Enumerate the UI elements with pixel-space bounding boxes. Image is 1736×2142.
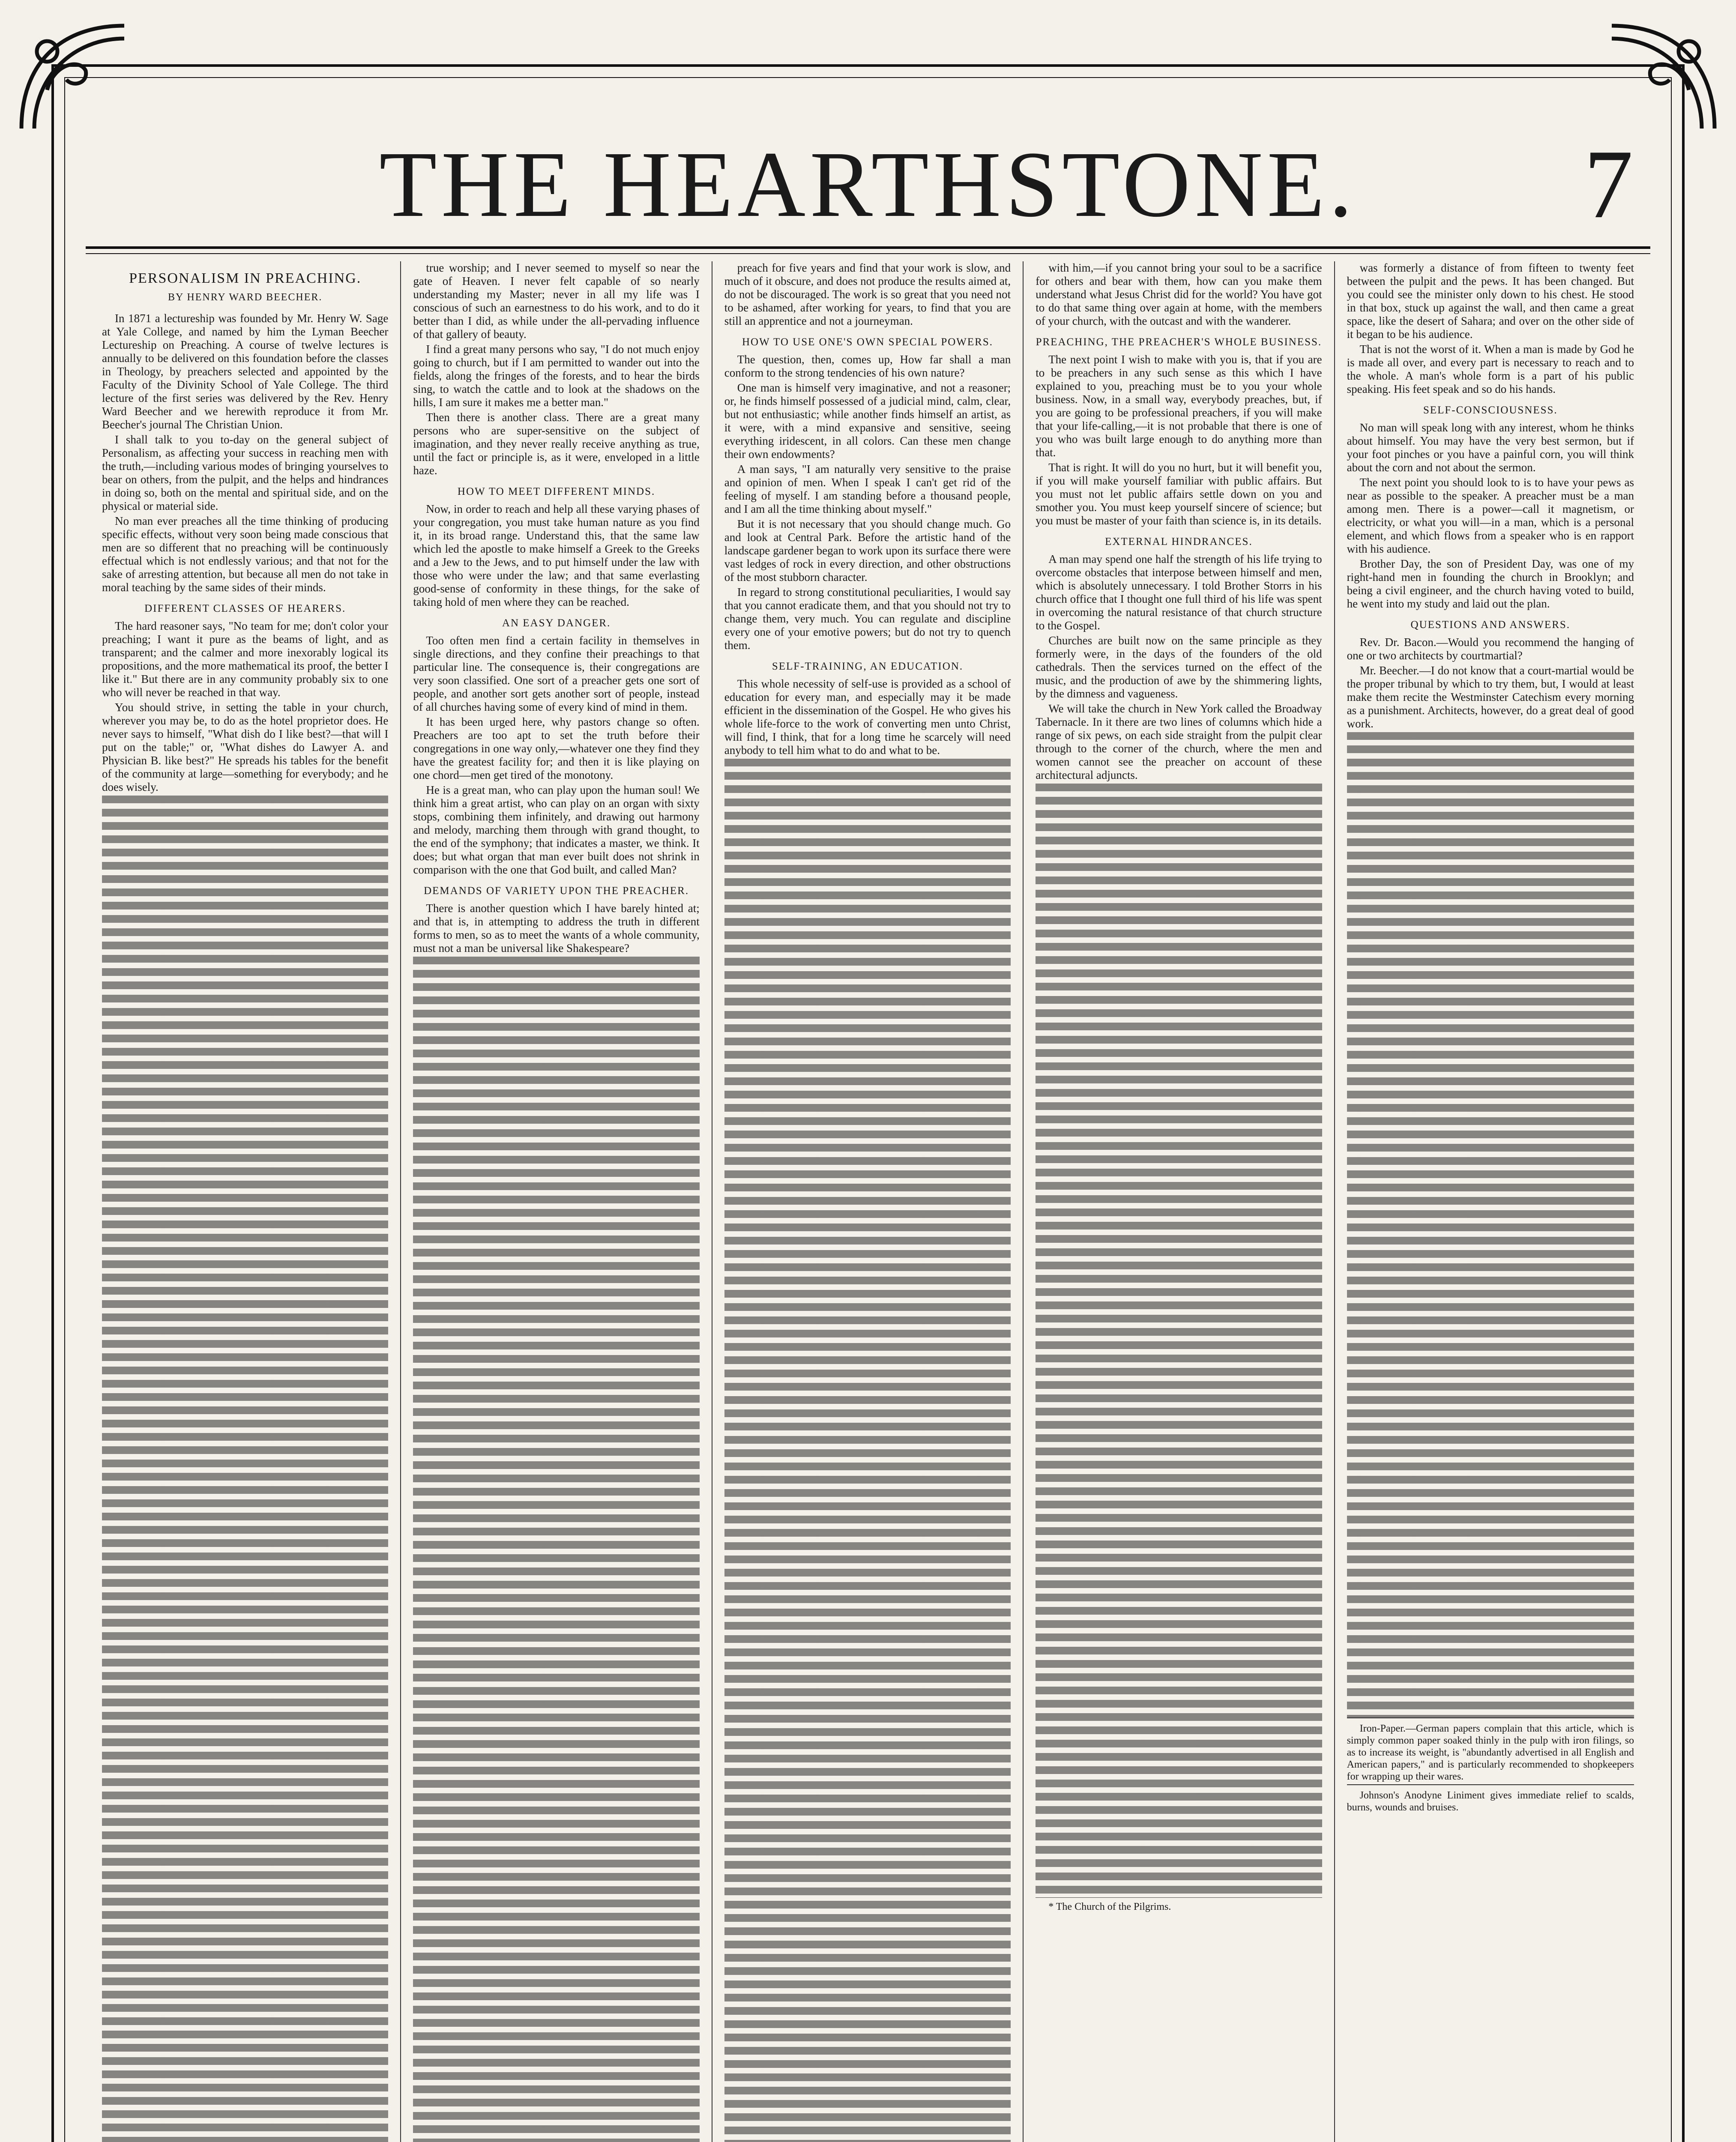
section-subhead: PREACHING, THE PREACHER'S WHOLE BUSINESS. xyxy=(1036,336,1322,348)
section-subhead: AN EASY DANGER. xyxy=(502,617,611,629)
paragraph: A man may spend one half the strength of his life trying to overcome obstacles that interpose between himself and men, which is absolutely unnecessary. I told Brother Storrs in his church office that I thought one full third of his life was spent in overcoming the natural resistance of that church structure to the Gospel. xyxy=(1036,553,1322,632)
masthead-rule xyxy=(86,246,1650,254)
corner-ornament-top-right xyxy=(1599,13,1727,141)
column-4 xyxy=(1024,261,1335,2142)
paragraph: In 1871 a lectureship was founded by Mr. Henry W. Sage at Yale College, and named by him the Lyman Beecher Lectureship on Preaching. A course of twelve lectures is annually to be delivered on this foundation before the classes in Theology, by preachers selected and appointed by the Faculty of the Divinity School of Yale College. The third lecture of the first series was delivered by the Rev. Henry Ward Beecher and we herewith reproduce it from Mr. Beecher's journal The Christian Union. xyxy=(102,312,389,431)
paragraph: The next point you should look to is to have your pews as near as possible to the speaker. A preacher must be a man among men. There is a power—call it magnetism, or electricity, or what you will—in a man, which is a personal element, and which flows from a speaker who is en rapport with his audience. xyxy=(1347,476,1634,555)
paragraph: He is a great man, who can play upon the human soul! We think him a great artist, who can play on an organ with sixty stops, combining them infinitely, and drawing out harmony and melody, marching them through with grand thought, to the end of the symphony; that indicates a master, we think. It does; but what organ that man ever built does not shrink in comparison with the one that God built, and called Man? xyxy=(413,784,700,876)
paragraph: No man will speak long with any interest, whom he thinks about himself. You may have the very best sermon, but if your foot pinches or you have a painful corn, you will think about the corn and not about the sermon. xyxy=(1347,421,1634,474)
paragraph: This whole necessity of self-use is provided as a school of education for every man, and especially may it be made efficient in the dissemination of the Gospel. He who gives his whole life-force to the work of converting men unto Christ, will find, I think, that for a long time he scarcely will need anybody to tell him what to do and what to be. xyxy=(724,677,1011,757)
paragraph: Brother Day, the son of President Day, was one of my right-hand men in founding the church in Brooklyn; and being a civil engineer, and the church having voted to build, he went into my study and laid out the plan. xyxy=(1347,557,1634,610)
section-subhead: DIFFERENT CLASSES OF HEARERS. xyxy=(144,603,346,614)
paragraph: I shall talk to you to-day on the general subject of Personalism, as affecting your success in reaching men with the truth,—including various modes of bringing yourselves to bear on others, from the pulpit, and the helps and hindrances in doing so, both on the mental and spiritual side, and on the physical or material side. xyxy=(102,433,389,512)
corner-ornament-top-left xyxy=(9,13,137,141)
paragraph: The question, then, comes up, How far shall a man conform to the strong tendencies of his own nature? xyxy=(724,353,1011,379)
section-subhead: SELF-CONSCIOUSNESS. xyxy=(1423,404,1558,416)
page-number: 7 xyxy=(1584,129,1633,239)
masthead-title: THE HEARTHSTONE. xyxy=(379,132,1357,236)
column-1 xyxy=(90,261,401,2142)
paragraph: was formerly a distance of from fifteen to twenty feet between the pulpit and the pews. It has been changed. But you could see the minister only down to his chest. He stood in that box, stuck up against the wall, and then came a great space, like the desert of Sahara; and over on the other side of it began to be his audience. xyxy=(1347,261,1634,341)
paragraph: preach for five years and find that your work is slow, and much of it obscure, and does not produce the results aimed at, do not be discouraged. The work is so great that you need not to be ashamed, after working for years, to find that you are still an apprentice and not a journeyman. xyxy=(724,261,1011,327)
paragraph: But it is not necessary that you should change much. Go and look at Central Park. Before the artistic hand of the landscape gardener began to work upon its surface there were vast ledges of rock in every direction, and other obstructions of the most stubborn character. xyxy=(724,518,1011,583)
column-3 xyxy=(712,261,1024,2142)
section-subhead: DEMANDS OF VARIETY UPON THE PREACHER. xyxy=(424,885,689,897)
section-subhead: QUESTIONS AND ANSWERS. xyxy=(1410,619,1571,631)
section-subhead: SELF-TRAINING, AN EDUCATION. xyxy=(772,661,964,672)
paragraph: Then there is another class. There are a great many persons who are super-sensitive on the subject of imagination, and they never really receive anything as true, until the fact or principle is, as it were, enveloped in a little haze. xyxy=(413,411,700,477)
continued-text-block xyxy=(413,957,699,2142)
paragraph: Too often men find a certain facility in themselves in single directions, and they confine their preachings to that particular line. The consequence is, their congregations are very soon classified. One sort of a preacher gets one sort of people, and another sort gets another sort of people, instead of all churches having some of every kind of mind in them. xyxy=(413,634,700,713)
paragraph: We will take the church in New York called the Broadway Tabernacle. In it there are two lines of columns which hide a range of six pews, on each side straight from the pulpit clear through to the corner of the church, where the men and women cannot see the preacher on account of these architectural adjuncts. xyxy=(1036,702,1322,781)
section-subhead: EXTERNAL HINDRANCES. xyxy=(1105,536,1253,547)
paragraph: No man ever preaches all the time thinking of producing specific effects, without very soon being made conscious that men are so different that no preaching will be continuously effectual which is not endlessly various; and that not for the sake of arresting attention, but because all men do not take in moral teaching by the same sides of their minds. xyxy=(102,515,389,594)
article-title: PERSONALISM IN PREACHING. xyxy=(129,270,362,286)
column-2 xyxy=(401,261,712,2142)
notice-liniment: Johnson's Anodyne Liniment gives immediate relief to scalds, burns, wounds and bruises. xyxy=(1347,1784,1634,1813)
article-byline: BY HENRY WARD BEECHER. xyxy=(168,292,323,303)
paragraph: The next point I wish to make with you is, that if you are to be preachers in any such sense as this which I have explained to you, preaching must be to you your whole business. Now, in a small way, everybody preaches, but, if you are going to be professional preachers, if you will make that your life-calling,—it is not probable that there is one of you who was built large enough to do anything more than that. xyxy=(1036,353,1322,459)
paragraph: It has been urged here, why pastors change so often. Preachers are too apt to set the truth before their congregations in one way only,—whatever one they find they have the greatest facility for; and then it is like playing on one chord—men get tired of the monotony. xyxy=(413,715,700,781)
paragraph: One man is himself very imaginative, and not a reasoner; or, he finds himself possessed of a judicial mind, calm, clear, but not enthusiastic; while another finds himself an artist, as it were, with a mind expansive and sensitive, seeing everything iridescent, in all colors. Can these men change their own endowments? xyxy=(724,381,1011,461)
footnote: * The Church of the Pilgrims. xyxy=(1036,1897,1322,1914)
paragraph: with him,—if you cannot bring your soul to be a sacrifice for others and bear with them, how can you make them understand what Jesus Christ did for the world? You have got to do that same thing over again at home, with the members of your church, with the outcast and with the wanderer. xyxy=(1036,261,1322,327)
article-columns xyxy=(90,261,1646,2142)
paragraph: A man says, "I am naturally very sensitive to the praise and opinion of men. When I speak I can't get rid of the feeling of myself. I am standing before a thousand people, and I am all the time thinking about myself." xyxy=(724,463,1011,515)
paragraph: Mr. Beecher.—I do not know that a court-martial would be the proper tribunal by which to try them, but, I would at least make them recite the Westminster Catechism every morning as a punishment. Architects, however, do a great deal of good work. xyxy=(1347,664,1634,730)
paragraph: Rev. Dr. Bacon.—Would you recommend the hanging of one or two architects by courtmartial? xyxy=(1347,636,1634,662)
paragraph: I find a great many persons who say, "I do not much enjoy going to church, but if I am permitted to wander out into the fields, along the fringes of the forests, and to hear the birds sing, to watch the cattle and to look at the shadows on the hills, I am sure it makes me a better man." xyxy=(413,343,700,409)
paragraph: That is right. It will do you no hurt, but it will benefit you, if you will make yourself familiar with public affairs. But you must not let public affairs settle down on you and smother you. You must keep yourself sincere of science; but you must be master of your faith than science is, in its details. xyxy=(1036,461,1322,527)
continued-text-block xyxy=(102,796,388,2142)
column-5 xyxy=(1335,261,1646,2142)
paragraph: There is another question which I have barely hinted at; and that is, in attempting to address the truth in different forms to men, so as to meet the wants of a whole community, must not a man be universal like Shakespeare? xyxy=(413,902,700,954)
paragraph: In regard to strong constitutional peculiarities, I would say that you cannot eradicate them, and that you should not try to change them, very much. You can regulate and discipline every one of your emotive powers; but do not try to quench them. xyxy=(724,586,1011,652)
continued-text-block xyxy=(1347,732,1634,1717)
paragraph: That is not the worst of it. When a man is made by God he is made all over, and every part is necessary to reach and to the whole. A man's whole form is a part of his public speaking. His feet speak and so do his hands. xyxy=(1347,343,1634,395)
continued-text-block xyxy=(1036,784,1322,1897)
section-subhead: HOW TO MEET DIFFERENT MINDS. xyxy=(457,486,655,497)
masthead xyxy=(86,129,1650,240)
paragraph: true worship; and I never seemed to myself so near the gate of Heaven. I never felt capable of so nearly understanding my Master; never in all my life was I conscious of such an earnestness to do his work, and to do it better than I did, as while under the all-pervading influence of that gallery of beauty. xyxy=(413,261,700,341)
paragraph: Now, in order to reach and help all these varying phases of your congregation, you must take human nature as you find it, in its broad range. Understand this, that the same law which led the apostle to make himself a Greek to the Greeks and a Jew to the Jews, and to put himself under the law with those who were under the law; and that same everlasting good-sense of conformity in these things, for the sake of taking hold of men where they can be reached. xyxy=(413,503,700,608)
paragraph: You should strive, in setting the table in your church, wherever you may be, to do as the hotel proprietor does. He never says to himself, "What dish do I like best?—that will I put on the table;" or, "What dishes do Lawyer A. and Physician B. like best?" He spreads his tables for the benefit of the community at large—something for everybody; and he does wisely. xyxy=(102,701,389,793)
section-subhead: HOW TO USE ONE'S OWN SPECIAL POWERS. xyxy=(742,336,993,348)
paragraph: The hard reasoner says, "No team for me; don't color your preaching; I want it pure as the beams of light, and as transparent; and the calmer and more inexorably logical its propositions, and the more mathematical its proof, the better I like it." But there are in any community probably six to one who will never be reached in that way. xyxy=(102,619,389,699)
paragraph: Churches are built now on the same principle as they formerly were, in the days of the founders of the old cathedrals. Then the services turned on the effect of the music, and the production of awe by the shimmering lights, by the dimness and vagueness. xyxy=(1036,634,1322,700)
continued-text-block xyxy=(724,759,1011,2142)
notice-iron-paper: Iron-Paper.—German papers complain that this article, which is simply common paper soaked thinly in the pulp with iron filings, so as to increase its weight, is "abundantly advertised in all English and American papers," and is particularly recommended to shopkeepers for wrapping up their wares. xyxy=(1347,1717,1634,1783)
